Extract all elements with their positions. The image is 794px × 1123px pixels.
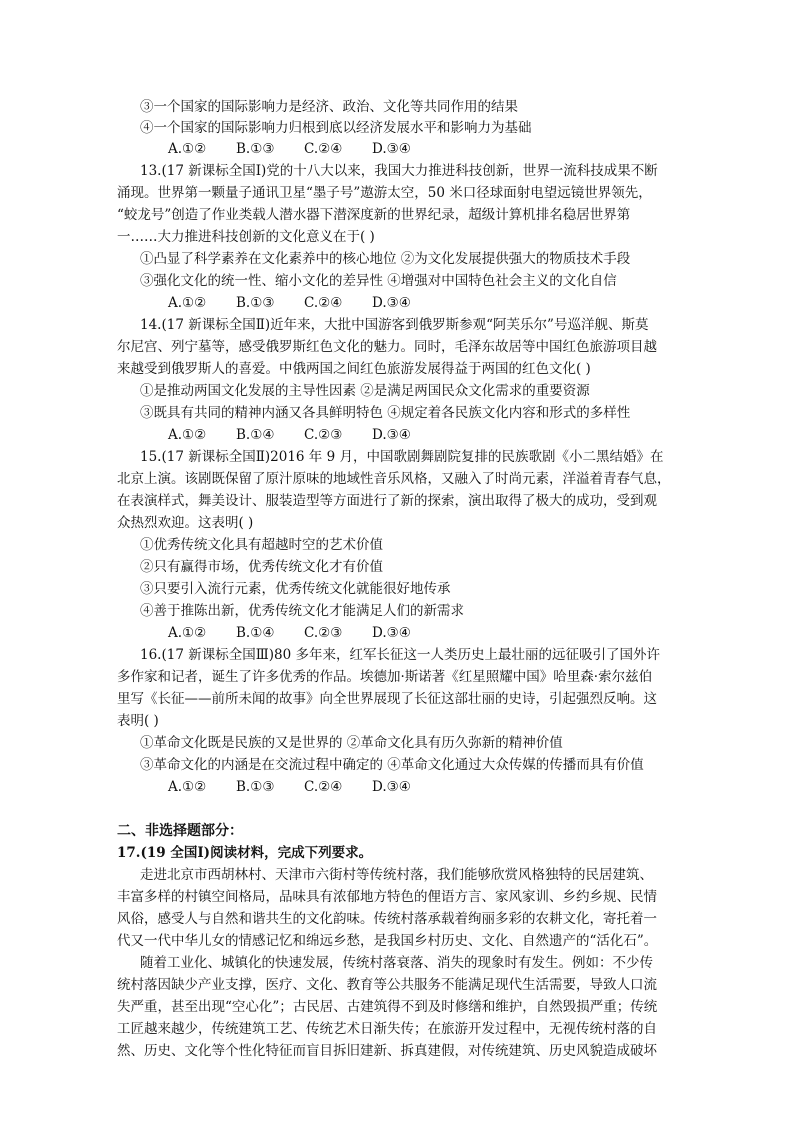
q15-stem-line-3: 在表演样式，舞美设计、服装造型等方面进行了新的探索，演出取得了极大的成功，受到观 (117, 493, 657, 509)
option-b: B.①④ (236, 427, 275, 443)
option-a: A.①② (168, 295, 207, 311)
q15-item-3: ③只要引入流行元素，优秀传统文化就能很好地传承 (140, 581, 451, 597)
top-item-3: ③一个国家的国际影响力是经济、政治、文化等共同作用的结果 (140, 99, 518, 115)
top-answer-options (168, 138, 440, 160)
option-d: D.③④ (372, 141, 411, 157)
q16-items-3-4: ③革命文化的内涵是在交流过程中确定的 ④革命文化通过大众传媒的传播而具有价值 (140, 757, 644, 773)
option-d: D.③④ (372, 427, 411, 443)
option-b: B.①④ (236, 625, 275, 641)
q13-stem-line-1: 13.(17 新课标全国Ⅰ)党的十八大以来，我国大力推进科技创新，世界一流科技成果不断 (140, 163, 658, 179)
q14-items-3-4: ③既具有共同的精神内涵又各具鲜明特色 ④规定着各民族文化内容和形式的多样性 (140, 405, 631, 421)
q16-stem-line-4: 表明( ) (117, 713, 159, 729)
q17-para2-line-3: 失严重，甚至出现“空心化”；古民居、古建筑得不到及时修缮和维护，自然毁损严重；传统 (117, 999, 658, 1015)
q17-para2-line-5: 然、历史、文化等个性化特征而盲目拆旧建新、拆真建假，对传统建筑、历史风貌造成破坏 (117, 1043, 657, 1059)
option-b: B.①③ (236, 141, 275, 157)
option-c: C.②③ (304, 625, 343, 641)
q15-item-4: ④善于推陈出新，优秀传统文化才能满足人们的新需求 (140, 603, 464, 619)
q17-title: 17.(19 全国Ⅰ)阅读材料，完成下列要求。 (117, 845, 373, 861)
q15-stem-line-2: 北京上演。该剧既保留了原汁原味的地域性音乐风格，又融入了时尚元素，洋溢着青春气息， (117, 471, 671, 487)
q16-answer-options (168, 776, 440, 798)
q16-stem-line-1: 16.(17 新课标全国Ⅲ)80 多年来，红军长征这一人类历史上最壮丽的远征吸引了国外许 (140, 647, 660, 663)
section-2-heading: 二、非选择题部分： (117, 823, 243, 839)
q17-para1-line-1: 走进北京市西胡林村、天津市六街村等传统村落，我们能够欣赏风格独特的民居建筑、 (140, 867, 653, 883)
q13-stem-line-3: “蛟龙号”创造了作业类载人潜水器下潜深度新的世界纪录，超级计算机排名稳居世界第 (117, 207, 631, 223)
option-d: D.③④ (372, 625, 411, 641)
q17-para2-line-2: 统村落因缺少产业支撑，医疗、文化、教育等公共服务不能满足现代生活需要，导致人口流 (117, 977, 657, 993)
q13-stem-line-2: 涌现。世界第一颗量子通讯卫星“墨子号”遨游太空，50 米口径球面射电望远镜世界领先， (117, 185, 652, 201)
option-c: C.②④ (304, 295, 343, 311)
q16-stem-line-2: 多作家和记者，诞生了许多优秀的作品。埃德加·斯诺著《红星照耀中国》哈里森·索尔兹伯 (117, 669, 653, 685)
q17-para2-line-4: 工匠越来越少，传统建筑工艺、传统艺术日渐失传；在旅游开发过程中，无视传统村落的自 (117, 1021, 657, 1037)
option-a: A.①② (168, 625, 207, 641)
q13-items-3-4: ③强化文化的统一性、缩小文化的差异性 ④增强对中国特色社会主义的文化自信 (140, 273, 617, 289)
q14-stem-line-2: 尔尼宫、列宁墓等，感受俄罗斯红色文化的魅力。同时，毛泽东故居等中国红色旅游项目越 (117, 339, 657, 355)
q15-stem-line-4: 众热烈欢迎。这表明( ) (117, 515, 254, 531)
q16-stem-line-3: 里写《长征——前所未闻的故事》向全世界展现了长征这部壮丽的史诗，引起强烈反响。这 (117, 691, 657, 707)
q15-answer-options (168, 622, 440, 644)
q15-stem-line-1: 15.(17 新课标全国Ⅱ)2016 年 9 月，中国歌剧舞剧院复排的民族歌剧《小二黑结婚》在 (140, 449, 664, 465)
q15-item-2: ②只有赢得市场，优秀传统文化才有价值 (140, 559, 383, 575)
top-item-4: ④一个国家的国际影响力归根到底以经济发展水平和影响力为基础 (140, 120, 532, 136)
option-b: B.①③ (236, 295, 275, 311)
option-c: C.②④ (304, 779, 343, 795)
q15-item-1: ①优秀传统文化具有超越时空的艺术价值 (140, 537, 383, 553)
option-c: C.②③ (304, 427, 343, 443)
q14-answer-options (168, 424, 440, 446)
option-a: A.①② (168, 427, 207, 443)
option-a: A.①② (168, 779, 207, 795)
q16-items-1-2: ①革命文化既是民族的又是世界的 ②革命文化具有历久弥新的精神价值 (140, 735, 563, 751)
q13-answer-options (168, 292, 440, 314)
q17-para1-line-2: 丰富多样的村镇空间格局，品味具有浓郁地方特色的俚语方言、家风家训、乡约乡规、民情 (117, 889, 657, 905)
q17-para1-line-3: 风俗，感受人与自然和谐共生的文化韵味。传统村落承载着绚丽多彩的农耕文化，寄托着一 (117, 911, 657, 927)
q17-para2-line-1: 随着工业化、城镇化的快速发展，传统村落衰落、消失的现象时有发生。例如：不少传 (140, 955, 653, 971)
q13-stem-line-4: 一……大力推进科技创新的文化意义在于( ) (117, 229, 375, 245)
option-a: A.①② (168, 141, 207, 157)
q14-stem-line-3: 来越受到俄罗斯人的喜爱。中俄两国之间红色旅游发展得益于两国的红色文化( ) (117, 361, 591, 377)
q13-items-1-2: ①凸显了科学素养在文化素养中的核心地位 ②为文化发展提供强大的物质技术手段 (140, 251, 631, 267)
q14-items-1-2: ①是推动两国文化发展的主导性因素 ②是满足两国民众文化需求的重要资源 (140, 383, 590, 399)
option-b: B.①③ (236, 779, 275, 795)
option-c: C.②④ (304, 141, 343, 157)
option-d: D.③④ (372, 779, 411, 795)
q14-stem-line-1: 14.(17 新课标全国Ⅱ)近年来，大批中国游客到俄罗斯参观“阿芙乐尔”号巡洋舰、斯莫 (140, 317, 649, 333)
q17-para1-line-4: 代又一代中华儿女的情感记忆和绵远乡愁，是我国乡村历史、文化、自然遗产的“活化石”。 (117, 933, 658, 949)
option-d: D.③④ (372, 295, 411, 311)
